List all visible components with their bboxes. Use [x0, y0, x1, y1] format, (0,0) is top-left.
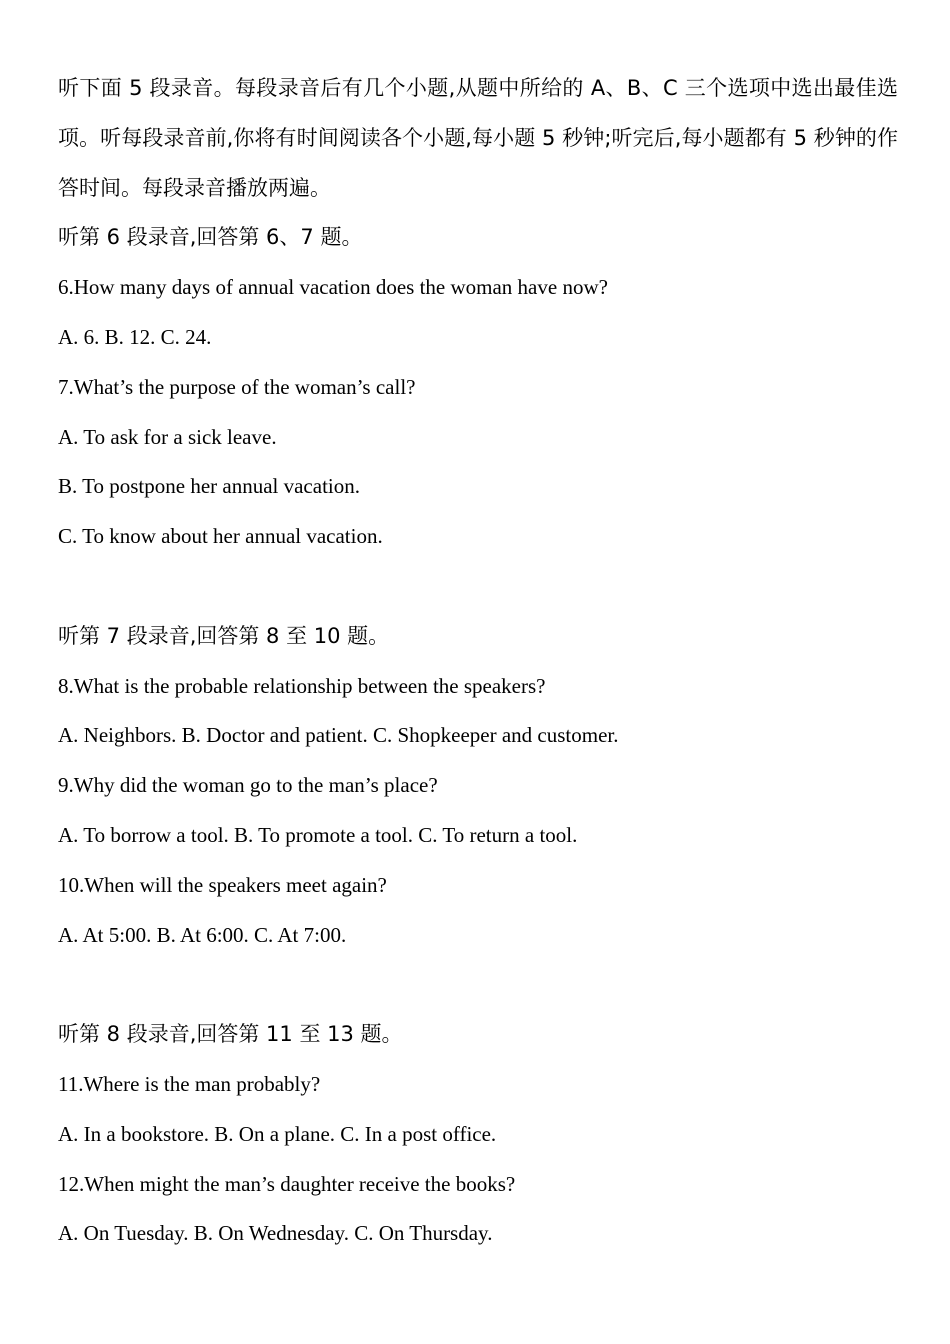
options-12: A. On Tuesday. B. On Wednesday. C. On Thursday.: [58, 1221, 493, 1246]
question-12: 12.When might the man’s daughter receive the books?: [58, 1171, 516, 1196]
section-spacer: [58, 960, 898, 1010]
instructions-paragraph: 听下面 5 段录音。每段录音后有几个小题,从题中所给的 A、B、C 三个选项中选出最佳选项。听每段录音前,你将有时间阅读各个小题,每小题 5 秒钟;听完后,每小题都有 5 秒钟的作答时间。每段录音播放两遍。: [58, 76, 898, 200]
section-spacer: [58, 562, 898, 612]
question-7: 7.What’s the purpose of the woman’s call?: [58, 374, 416, 399]
question-6: 6.How many days of annual vacation does the woman have now?: [58, 275, 608, 300]
options-9: A. To borrow a tool. B. To promote a tool. C. To return a tool.: [58, 822, 578, 847]
section-6: [58, 213, 898, 562]
section-8: [58, 1010, 898, 1259]
options-8: A. Neighbors. B. Doctor and patient. C. Shopkeeper and customer.: [58, 723, 619, 748]
question-11: 11.Where is the man probably?: [58, 1071, 321, 1096]
option-7a: A. To ask for a sick leave.: [58, 424, 277, 449]
document-page: [58, 64, 898, 1259]
options-11: A. In a bookstore. B. On a plane. C. In a post office.: [58, 1121, 497, 1146]
question-9: 9.Why did the woman go to the man’s place?: [58, 773, 438, 798]
section-header: 听第 8 段录音,回答第 11 至 13 题。: [58, 1022, 403, 1047]
options-6: A. 6. B. 12. C. 24.: [58, 324, 212, 349]
section-header: 听第 7 段录音,回答第 8 至 10 题。: [58, 623, 390, 648]
section-header: 听第 6 段录音,回答第 6、7 题。: [58, 225, 363, 250]
options-10: A. At 5:00. B. At 6:00. C. At 7:00.: [58, 922, 347, 947]
option-7c: C. To know about her annual vacation.: [58, 524, 383, 549]
option-7b: B. To postpone her annual vacation.: [58, 474, 360, 499]
question-10: 10.When will the speakers meet again?: [58, 872, 387, 897]
question-8: 8.What is the probable relationship between the speakers?: [58, 673, 546, 698]
section-7: [58, 612, 898, 961]
